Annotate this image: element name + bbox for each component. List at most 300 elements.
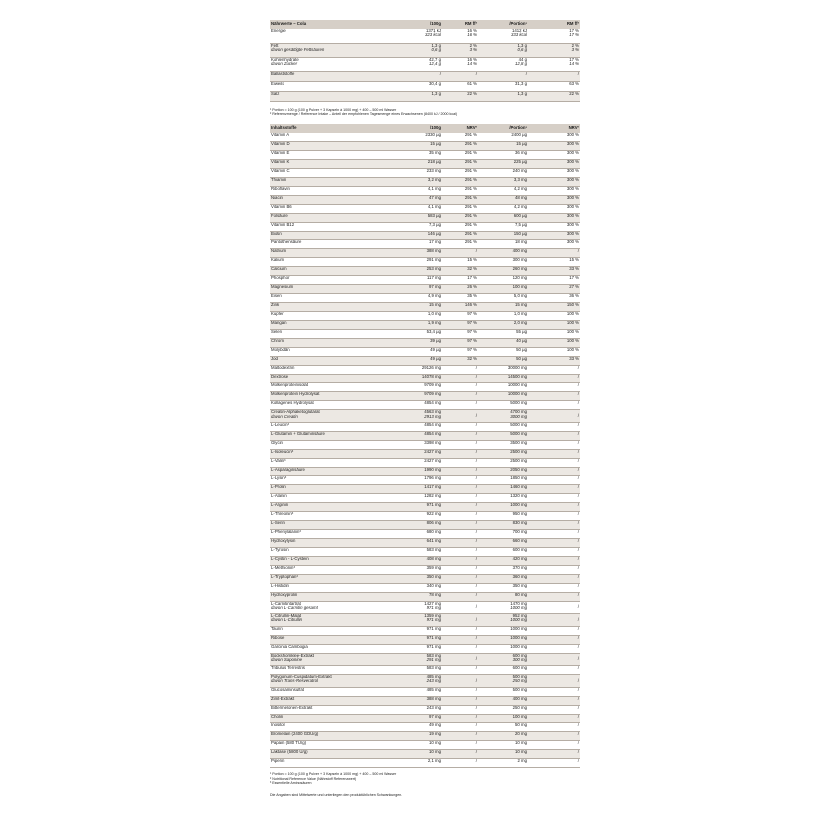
value-cell bbox=[442, 422, 478, 431]
value: 150 µg bbox=[513, 231, 527, 236]
value: / bbox=[475, 71, 477, 76]
value: / bbox=[577, 749, 579, 755]
value-cell bbox=[442, 675, 478, 688]
ingredient-name bbox=[270, 687, 406, 696]
value: 1417 mg bbox=[424, 484, 441, 490]
value: 97 % bbox=[467, 329, 477, 334]
value: 359 mg bbox=[426, 565, 441, 570]
table-row bbox=[270, 222, 580, 231]
ingredient-name bbox=[270, 467, 406, 476]
table-row bbox=[270, 195, 580, 204]
value: 15 mg bbox=[429, 302, 441, 307]
value-cell bbox=[442, 574, 478, 583]
value-cell bbox=[442, 467, 478, 476]
value: Vitamin B6 bbox=[271, 204, 292, 209]
value-cell bbox=[406, 392, 442, 401]
value-cell bbox=[406, 675, 442, 688]
table-row bbox=[270, 759, 580, 768]
value: / bbox=[475, 493, 477, 499]
value-cell bbox=[478, 43, 528, 57]
value: 97 % bbox=[467, 347, 477, 352]
value: 300 % bbox=[566, 231, 579, 236]
value: / bbox=[577, 538, 579, 544]
ingredient-name bbox=[270, 195, 406, 204]
value: 18 mg bbox=[515, 239, 527, 245]
value-cell bbox=[442, 565, 478, 574]
value-cell bbox=[528, 71, 580, 81]
value: 1000 mg bbox=[510, 644, 527, 649]
value-cell bbox=[478, 512, 528, 521]
value: L-Asparaginsäure bbox=[271, 467, 305, 472]
value: Vitamin E bbox=[271, 150, 290, 156]
value: 120 mg bbox=[512, 275, 527, 281]
value: 600 mg bbox=[512, 653, 527, 658]
value-cell bbox=[406, 303, 442, 312]
value: 2427 mg bbox=[424, 458, 441, 463]
value: 5000 mg bbox=[510, 422, 527, 427]
value-cell bbox=[406, 168, 442, 177]
nutrient-label bbox=[270, 57, 406, 71]
value-cell bbox=[406, 142, 442, 151]
value: / bbox=[577, 556, 579, 561]
value: 35 mg bbox=[429, 150, 441, 156]
ingredient-name bbox=[270, 213, 406, 222]
value-cell bbox=[528, 467, 580, 476]
value-cell bbox=[478, 696, 528, 705]
value: 291 % bbox=[464, 222, 477, 227]
value: 583 µg bbox=[427, 213, 441, 218]
nutrient-name: Salz bbox=[271, 91, 280, 96]
value: 300 % bbox=[566, 186, 579, 191]
value: / bbox=[577, 547, 579, 552]
value-cell bbox=[442, 556, 478, 565]
value: 16 % bbox=[467, 57, 477, 62]
ingredient-name bbox=[270, 151, 406, 160]
nutrient-label bbox=[270, 43, 406, 57]
value-cell bbox=[478, 81, 528, 91]
value-cell bbox=[442, 347, 478, 356]
value: / bbox=[577, 644, 579, 649]
value-cell bbox=[442, 249, 478, 258]
ingredient-name bbox=[270, 714, 406, 723]
value: 218 µg bbox=[427, 159, 441, 164]
table-row bbox=[270, 626, 580, 635]
value: Taurin bbox=[271, 626, 283, 631]
value-cell bbox=[528, 276, 580, 285]
value-cell bbox=[406, 467, 442, 476]
table-row bbox=[270, 556, 580, 565]
value: / bbox=[475, 626, 477, 631]
value-cell bbox=[406, 383, 442, 392]
value: Riboflavin bbox=[271, 186, 290, 191]
value-cell bbox=[442, 204, 478, 213]
value-cell bbox=[406, 601, 442, 614]
value: 2 % bbox=[571, 43, 579, 48]
value: Tribulus Terrestris bbox=[271, 665, 305, 671]
document bbox=[270, 20, 579, 799]
ingredient-name bbox=[270, 285, 406, 294]
value: 10 mg bbox=[429, 740, 441, 746]
nutrition-rows bbox=[270, 29, 580, 101]
value: 922 mg bbox=[426, 511, 441, 517]
value: 806 mg bbox=[426, 520, 441, 526]
value: / bbox=[475, 758, 477, 764]
value-cell bbox=[528, 592, 580, 601]
value: L-Glutamin + Glutaminsäure bbox=[271, 431, 325, 436]
value-cell bbox=[478, 449, 528, 458]
value-cell bbox=[478, 583, 528, 592]
table-row bbox=[270, 494, 580, 503]
value: 7,5 µg bbox=[514, 222, 527, 227]
value: 10000 mg bbox=[507, 382, 527, 388]
value-sub: 16 % bbox=[467, 32, 477, 38]
value-cell bbox=[442, 696, 478, 705]
value-cell bbox=[478, 556, 528, 565]
value-cell bbox=[406, 213, 442, 222]
value: 44 g bbox=[518, 57, 527, 62]
value: Mangan bbox=[271, 320, 287, 325]
value-sub: 1000 mg bbox=[510, 617, 527, 623]
value: 15 mg bbox=[515, 302, 527, 307]
value-cell bbox=[478, 574, 528, 583]
value: / bbox=[475, 749, 477, 755]
value: 29126 mg bbox=[421, 365, 441, 370]
value-cell bbox=[528, 732, 580, 741]
value-cell bbox=[442, 732, 478, 741]
ingredient-name bbox=[270, 741, 406, 750]
value-cell bbox=[528, 311, 580, 320]
value-cell bbox=[406, 160, 442, 169]
value: Jod bbox=[271, 356, 278, 361]
ingredient-name bbox=[270, 410, 406, 423]
table-row bbox=[270, 547, 580, 556]
value: 3,3 mg bbox=[513, 177, 527, 182]
value: Selen bbox=[271, 329, 282, 334]
value: 300 % bbox=[566, 132, 579, 137]
value-cell bbox=[442, 494, 478, 503]
value: 150 % bbox=[566, 302, 579, 307]
value-cell bbox=[478, 431, 528, 440]
value: / bbox=[577, 592, 579, 597]
table-row bbox=[270, 565, 580, 574]
value-cell bbox=[528, 614, 580, 627]
value: / bbox=[475, 656, 477, 662]
value-cell bbox=[442, 329, 478, 338]
value: / bbox=[475, 520, 477, 526]
value-cell bbox=[528, 285, 580, 294]
value: / bbox=[475, 248, 477, 254]
table-row bbox=[270, 574, 580, 583]
value: / bbox=[577, 431, 579, 436]
value: 4854 mg bbox=[424, 422, 441, 427]
value: 40 µg bbox=[516, 338, 527, 343]
value-sub: davon L-Carnitin gesamt bbox=[271, 604, 318, 610]
value: / bbox=[577, 440, 579, 445]
value-cell bbox=[478, 601, 528, 614]
value-cell bbox=[406, 512, 442, 521]
value-cell bbox=[528, 267, 580, 276]
value-cell bbox=[478, 705, 528, 714]
value-cell bbox=[478, 547, 528, 556]
value-cell bbox=[478, 177, 528, 186]
header-cell: /Portion¹ bbox=[478, 20, 528, 29]
value-cell bbox=[442, 759, 478, 768]
value: 100 mg bbox=[512, 284, 527, 290]
value: / bbox=[577, 656, 579, 662]
value-cell bbox=[442, 81, 478, 91]
table-row bbox=[270, 133, 580, 142]
value-cell bbox=[528, 644, 580, 653]
value-cell bbox=[528, 458, 580, 467]
value-cell bbox=[442, 410, 478, 423]
value: L-Tyrosin bbox=[271, 547, 289, 552]
table-row bbox=[270, 177, 580, 186]
value: 291 % bbox=[464, 213, 477, 218]
nutrient-label bbox=[270, 91, 406, 101]
value: 49 µg bbox=[430, 356, 441, 361]
value: 600 µg bbox=[513, 213, 527, 218]
value: 485 mg bbox=[426, 674, 441, 680]
value-cell bbox=[442, 240, 478, 249]
value: Inositol bbox=[271, 722, 285, 728]
value: 291 % bbox=[464, 186, 477, 191]
value: / bbox=[577, 475, 579, 481]
value-sub: 333 kcal bbox=[510, 32, 527, 38]
value-cell bbox=[528, 204, 580, 213]
value-sub: 291 mg bbox=[426, 656, 441, 662]
value-cell bbox=[528, 485, 580, 494]
value-cell bbox=[406, 57, 442, 71]
value-cell bbox=[528, 356, 580, 365]
table-row bbox=[270, 338, 580, 347]
value: 35 % bbox=[467, 293, 477, 299]
value-cell bbox=[528, 186, 580, 195]
value: 15 µg bbox=[430, 141, 441, 147]
value: 1000 mg bbox=[510, 626, 527, 631]
ingredient-name bbox=[270, 422, 406, 431]
value-cell bbox=[442, 687, 478, 696]
ingredient-name bbox=[270, 449, 406, 458]
table-row bbox=[270, 347, 580, 356]
ingredient-name bbox=[270, 592, 406, 601]
value: Niacin bbox=[271, 195, 283, 200]
value: 4,2 mg bbox=[513, 186, 527, 191]
value: / bbox=[577, 740, 579, 746]
value-cell bbox=[528, 521, 580, 530]
value: 32 % bbox=[467, 356, 477, 361]
value: 408 mg bbox=[426, 556, 441, 561]
value-cell bbox=[442, 431, 478, 440]
value-cell bbox=[406, 741, 442, 750]
value: 4563 mg bbox=[424, 409, 441, 415]
value: Bockshornklee-Extrakt bbox=[271, 653, 314, 658]
nutrient-name: Energie bbox=[271, 29, 286, 33]
value-cell bbox=[406, 249, 442, 258]
value: Chrom bbox=[271, 338, 284, 343]
nutrient-sub: davon gesättigte Fettsäuren bbox=[271, 46, 325, 52]
value: 2 % bbox=[469, 43, 477, 48]
value: L-Citrullin-Malat bbox=[271, 613, 302, 619]
table-row bbox=[270, 714, 580, 723]
value-sub: 14 % bbox=[569, 60, 579, 66]
table-row bbox=[270, 521, 580, 530]
value-cell bbox=[528, 539, 580, 548]
value: 4,2 mg bbox=[513, 204, 527, 209]
value: / bbox=[475, 511, 477, 517]
table-row bbox=[270, 410, 580, 423]
value-cell bbox=[406, 410, 442, 423]
ingredient-name bbox=[270, 401, 406, 410]
value: 15 % bbox=[569, 257, 579, 263]
value: 583 mg bbox=[426, 653, 441, 658]
value-cell bbox=[442, 258, 478, 267]
value: 4,1 mg bbox=[427, 186, 441, 191]
value-cell bbox=[528, 29, 580, 43]
value-cell bbox=[442, 714, 478, 723]
table-row bbox=[270, 81, 580, 91]
value: / bbox=[577, 722, 579, 728]
value-cell bbox=[442, 222, 478, 231]
value: / bbox=[475, 484, 477, 490]
value: 5000 mg bbox=[510, 400, 527, 406]
value: 641 mg bbox=[426, 538, 441, 544]
value-cell bbox=[442, 592, 478, 601]
value: / bbox=[577, 574, 579, 579]
ingredient-name bbox=[270, 240, 406, 249]
value-cell bbox=[406, 231, 442, 240]
value-cell bbox=[528, 160, 580, 169]
value-cell bbox=[528, 374, 580, 383]
value-cell bbox=[528, 240, 580, 249]
value: 291 % bbox=[464, 239, 477, 245]
value-cell bbox=[406, 494, 442, 503]
value-sub: davon Creatin bbox=[271, 413, 298, 419]
ingredient-name bbox=[270, 294, 406, 303]
value-sub: 3 % bbox=[571, 46, 579, 52]
value: Ribose bbox=[271, 635, 285, 640]
value-cell bbox=[406, 133, 442, 142]
value: 3398 mg bbox=[424, 440, 441, 445]
value: 10 mg bbox=[429, 749, 441, 755]
value-cell bbox=[478, 204, 528, 213]
value: Hydroxyprolin bbox=[271, 592, 298, 597]
value: 260 mg bbox=[512, 266, 527, 272]
ingredient-name bbox=[270, 374, 406, 383]
value: / bbox=[475, 677, 477, 683]
nutrient-label bbox=[270, 81, 406, 91]
value-cell bbox=[442, 653, 478, 666]
value: 17 mg bbox=[429, 239, 441, 245]
ingredient-name bbox=[270, 458, 406, 467]
value: / bbox=[577, 529, 579, 535]
value-cell bbox=[528, 43, 580, 57]
value-cell bbox=[406, 356, 442, 365]
value: / bbox=[475, 391, 477, 397]
value: 17 % bbox=[569, 29, 579, 33]
value-cell bbox=[528, 675, 580, 688]
ingredient-name bbox=[270, 614, 406, 627]
value-cell bbox=[406, 222, 442, 231]
value: 300 % bbox=[566, 141, 579, 147]
value: / bbox=[577, 412, 579, 418]
value: 971 mg bbox=[426, 635, 441, 640]
value: Vitamin C bbox=[271, 168, 290, 173]
value: 253 mg bbox=[426, 266, 441, 272]
value-cell bbox=[528, 547, 580, 556]
value-cell bbox=[406, 329, 442, 338]
value-cell bbox=[478, 467, 528, 476]
value-cell bbox=[442, 294, 478, 303]
value: 300 % bbox=[566, 168, 579, 173]
value-cell bbox=[406, 705, 442, 714]
nutrition-table bbox=[270, 20, 580, 102]
value: Vitamin A bbox=[271, 132, 290, 137]
value-cell bbox=[442, 57, 478, 71]
ingredient-name bbox=[270, 303, 406, 312]
table-row bbox=[270, 503, 580, 512]
ingredient-name bbox=[270, 666, 406, 675]
value: 300 % bbox=[566, 213, 579, 218]
table-row bbox=[270, 476, 580, 485]
value-cell bbox=[478, 329, 528, 338]
value: / bbox=[475, 412, 477, 418]
value-cell bbox=[528, 195, 580, 204]
value-sub: 243 mg bbox=[426, 678, 441, 684]
value-cell bbox=[442, 160, 478, 169]
value-cell bbox=[478, 186, 528, 195]
value: Eisen bbox=[271, 293, 282, 299]
value: / bbox=[475, 635, 477, 640]
value-cell bbox=[478, 267, 528, 276]
value: 10 mg bbox=[515, 740, 527, 746]
table-row bbox=[270, 687, 580, 696]
value: / bbox=[475, 574, 477, 579]
ingredient-name bbox=[270, 601, 406, 614]
value: / bbox=[475, 604, 477, 610]
value-cell bbox=[406, 687, 442, 696]
value: 2,1 mg bbox=[427, 758, 441, 764]
value: 300 % bbox=[566, 150, 579, 156]
value: 10000 mg bbox=[507, 391, 527, 397]
value-cell bbox=[442, 177, 478, 186]
ingredient-name bbox=[270, 732, 406, 741]
value-cell bbox=[406, 732, 442, 741]
value: 49 mg bbox=[429, 722, 441, 728]
value: 2330 µg bbox=[425, 132, 441, 137]
value: / bbox=[577, 665, 579, 671]
footnote: ² Referenzmenge / Reference Intake – Anteil der empfohlenen Tagesmenge eines Erwachsenen (8400 kJ / 2000 kcal) bbox=[270, 112, 458, 117]
value-cell bbox=[478, 458, 528, 467]
value-cell bbox=[442, 365, 478, 374]
value: 500 mg bbox=[512, 674, 527, 680]
value: 700 mg bbox=[512, 529, 527, 535]
value-sub: 14 % bbox=[467, 60, 477, 66]
value-cell bbox=[528, 422, 580, 431]
value: Natrium bbox=[271, 248, 287, 254]
table-row bbox=[270, 285, 580, 294]
value: / bbox=[577, 635, 579, 640]
value: Vitamin D bbox=[271, 141, 290, 147]
table-row bbox=[270, 231, 580, 240]
value: L-Lysin³ bbox=[271, 475, 287, 481]
value-cell bbox=[478, 732, 528, 741]
value: 7,3 µg bbox=[428, 222, 441, 227]
value-cell bbox=[442, 614, 478, 627]
table-row bbox=[270, 258, 580, 267]
table-row bbox=[270, 750, 580, 759]
value-sub: davon Trans-Resveratrol bbox=[271, 678, 318, 684]
value: Glucosaminsulfat bbox=[271, 687, 304, 692]
